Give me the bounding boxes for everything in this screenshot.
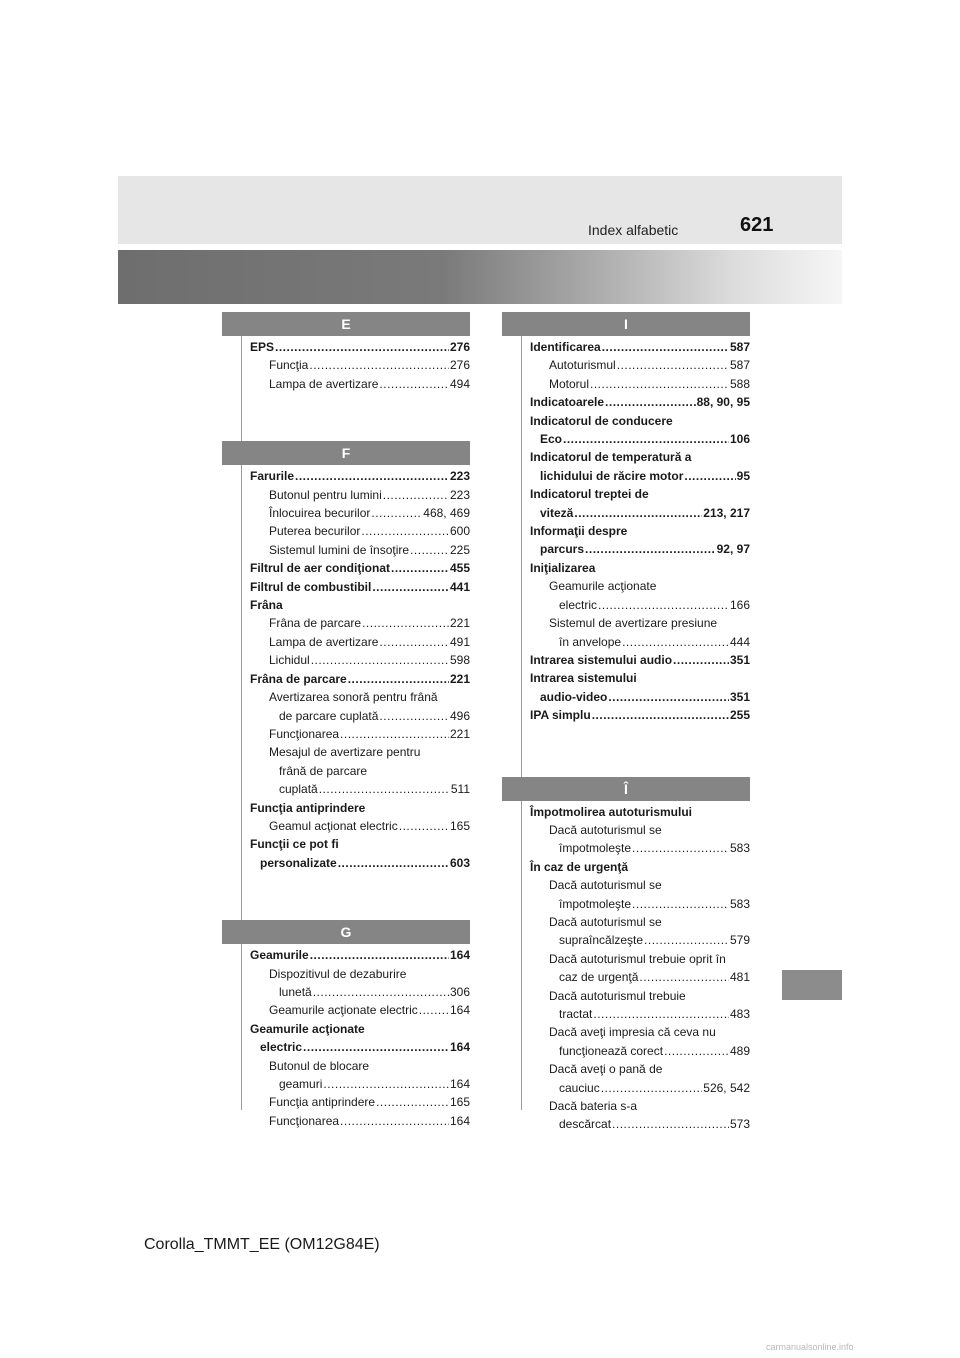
index-subentry: Dacă aveţi impresia că ceva nu bbox=[549, 1025, 716, 1040]
index-entry: Indicatoarele ..... 88, 90, 95 bbox=[530, 393, 750, 411]
index-entry: În caz de urgenţă bbox=[530, 859, 629, 874]
index-column-right bbox=[530, 312, 750, 1134]
index-entry: Indicatorul treptei de bbox=[530, 487, 649, 502]
index-subentry: Mesajul de avertizare pentru bbox=[269, 745, 421, 760]
site-watermark: carmanualsonline.info bbox=[766, 1342, 854, 1352]
index-entry-cont: parcurs ..... 92, 97 bbox=[530, 540, 750, 558]
index-entry: Indicatorul de temperatură a bbox=[530, 450, 692, 465]
index-subentry: Lichidul ..... 598 bbox=[250, 651, 470, 669]
index-entry: Iniţializarea bbox=[530, 560, 596, 575]
index-subentry: Geamul acţionat electric ..... 165 bbox=[250, 817, 470, 835]
document-footer: Corolla_TMMT_EE (OM12G84E) bbox=[144, 1236, 380, 1253]
index-entry: Împotmolirea autoturismului bbox=[530, 804, 693, 819]
index-entry: Intrarea sistemului bbox=[530, 671, 637, 686]
index-subentry: Sistemul lumini de însoţire ..... 225 bbox=[250, 541, 470, 559]
index-subentry-cont: descărcat ..... 573 bbox=[530, 1115, 750, 1133]
index-subentry-cont: cuplată ..... 511 bbox=[250, 780, 470, 798]
index-entry: Intrarea sistemului audio ..... 351 bbox=[530, 651, 750, 669]
index-subentry: Funcţia antiprindere ..... 165 bbox=[250, 1093, 470, 1111]
index-subentry-cont: de parcare cuplată ..... 496 bbox=[250, 707, 470, 725]
header-title: Index alfabetic bbox=[588, 222, 679, 238]
index-column-left bbox=[250, 312, 470, 1130]
index-subentry: Geamurile acţionate bbox=[549, 579, 657, 594]
index-subentry-cont: geamuri ..... 164 bbox=[250, 1075, 470, 1093]
index-entry-cont: lichidului de răcire motor ..... 95 bbox=[530, 467, 750, 485]
index-subentry-cont: funcţionează corect ..... 489 bbox=[530, 1042, 750, 1060]
index-entry-cont: electric ..... 164 bbox=[250, 1038, 470, 1056]
index-subentry: Înlocuirea becurilor ..... 468, 469 bbox=[250, 504, 470, 522]
index-subentry-cont: electric ..... 166 bbox=[530, 596, 750, 614]
index-subentry: Geamurile acţionate electric ..... 164 bbox=[250, 1001, 470, 1019]
index-subentry-cont: tractat ..... 483 bbox=[530, 1005, 750, 1023]
header-band bbox=[118, 176, 842, 244]
section-heading-g: G bbox=[222, 920, 470, 944]
index-subentry: Butonul de blocare bbox=[269, 1058, 370, 1073]
index-entry: Geamurile acţionate bbox=[250, 1021, 365, 1036]
index-entry: Informaţii despre bbox=[530, 524, 628, 539]
index-subentry: Avertizarea sonoră pentru frână bbox=[269, 690, 438, 705]
index-entry: Filtrul de combustibil ..... 441 bbox=[250, 578, 470, 596]
index-subentry: Dacă autoturismul se bbox=[549, 822, 662, 837]
index-subentry: Lampa de avertizare ..... 491 bbox=[250, 633, 470, 651]
chapter-side-tab bbox=[782, 970, 842, 1000]
index-subentry: Butonul pentru lumini ..... 223 bbox=[250, 486, 470, 504]
section-heading-i-circumflex: Î bbox=[502, 777, 750, 801]
index-subentry-cont: caz de urgenţă ..... 481 bbox=[530, 968, 750, 986]
index-subentry: Motorul ..... 588 bbox=[530, 375, 750, 393]
index-subentry-cont: în anvelope ..... 444 bbox=[530, 633, 750, 651]
index-subentry: Dacă autoturismul trebuie oprit în bbox=[549, 951, 726, 966]
index-subentry: Puterea becurilor ..... 600 bbox=[250, 522, 470, 540]
index-subentry: Dacă aveţi o pană de bbox=[549, 1062, 663, 1077]
index-subentry-cont: împotmoleşte ..... 583 bbox=[530, 895, 750, 913]
index-entry: Filtrul de aer condiţionat ..... 455 bbox=[250, 559, 470, 577]
index-subentry-cont: cauciuc ..... 526, 542 bbox=[530, 1079, 750, 1097]
index-entry: Geamurile ..... 164 bbox=[250, 946, 470, 964]
index-subentry: Dacă autoturismul se bbox=[549, 878, 662, 893]
index-entry: Frâna de parcare ..... 221 bbox=[250, 670, 470, 688]
index-subentry-cont: frână de parcare bbox=[279, 763, 368, 778]
index-subentry: Funcţionarea ..... 164 bbox=[250, 1112, 470, 1130]
index-entry: EPS ..... 276 bbox=[250, 338, 470, 356]
index-entry-cont: personalizate ..... 603 bbox=[250, 854, 470, 872]
index-subentry: Sistemul de avertizare presiune bbox=[549, 616, 718, 631]
index-entry: Identificarea ..... 587 bbox=[530, 338, 750, 356]
index-subentry: Dispozitivul de dezaburire bbox=[269, 966, 407, 981]
index-subentry: Dacă autoturismul trebuie bbox=[549, 988, 686, 1003]
index-entry: Frâna bbox=[250, 598, 283, 613]
left-column-rule bbox=[241, 312, 242, 1110]
index-subentry: Funcţia ..... 276 bbox=[250, 356, 470, 374]
gradient-banner bbox=[118, 250, 842, 304]
index-entry: IPA simplu ..... 255 bbox=[530, 706, 750, 724]
index-subentry: Lampa de avertizare ..... 494 bbox=[250, 375, 470, 393]
section-heading-e: E bbox=[222, 312, 470, 336]
index-entry-cont: viteză ..... 213, 217 bbox=[530, 504, 750, 522]
index-subentry-cont: lunetă ..... 306 bbox=[250, 983, 470, 1001]
section-heading-f: F bbox=[222, 441, 470, 465]
index-entry: Indicatorul de conducere bbox=[530, 413, 673, 428]
index-subentry: Funcţionarea ..... 221 bbox=[250, 725, 470, 743]
index-entry: Farurile ..... 223 bbox=[250, 467, 470, 485]
index-entry-cont: audio-video ..... 351 bbox=[530, 688, 750, 706]
index-subentry: Frâna de parcare ..... 221 bbox=[250, 614, 470, 632]
section-heading-i: I bbox=[502, 312, 750, 336]
index-subentry: Dacă autoturismul se bbox=[549, 914, 662, 929]
right-column-rule bbox=[521, 312, 522, 1110]
index-entry: Funcţii ce pot fi bbox=[250, 837, 339, 852]
index-subentry: Autoturismul ..... 587 bbox=[530, 356, 750, 374]
index-entry: Funcţia antiprindere bbox=[250, 800, 366, 815]
index-subentry-cont: împotmoleşte ..... 583 bbox=[530, 839, 750, 857]
index-subentry: Dacă bateria s-a bbox=[549, 1099, 638, 1114]
page-number: 621 bbox=[740, 214, 774, 236]
index-subentry-cont: supraîncălzeşte ..... 579 bbox=[530, 931, 750, 949]
index-entry-cont: Eco ..... 106 bbox=[530, 430, 750, 448]
